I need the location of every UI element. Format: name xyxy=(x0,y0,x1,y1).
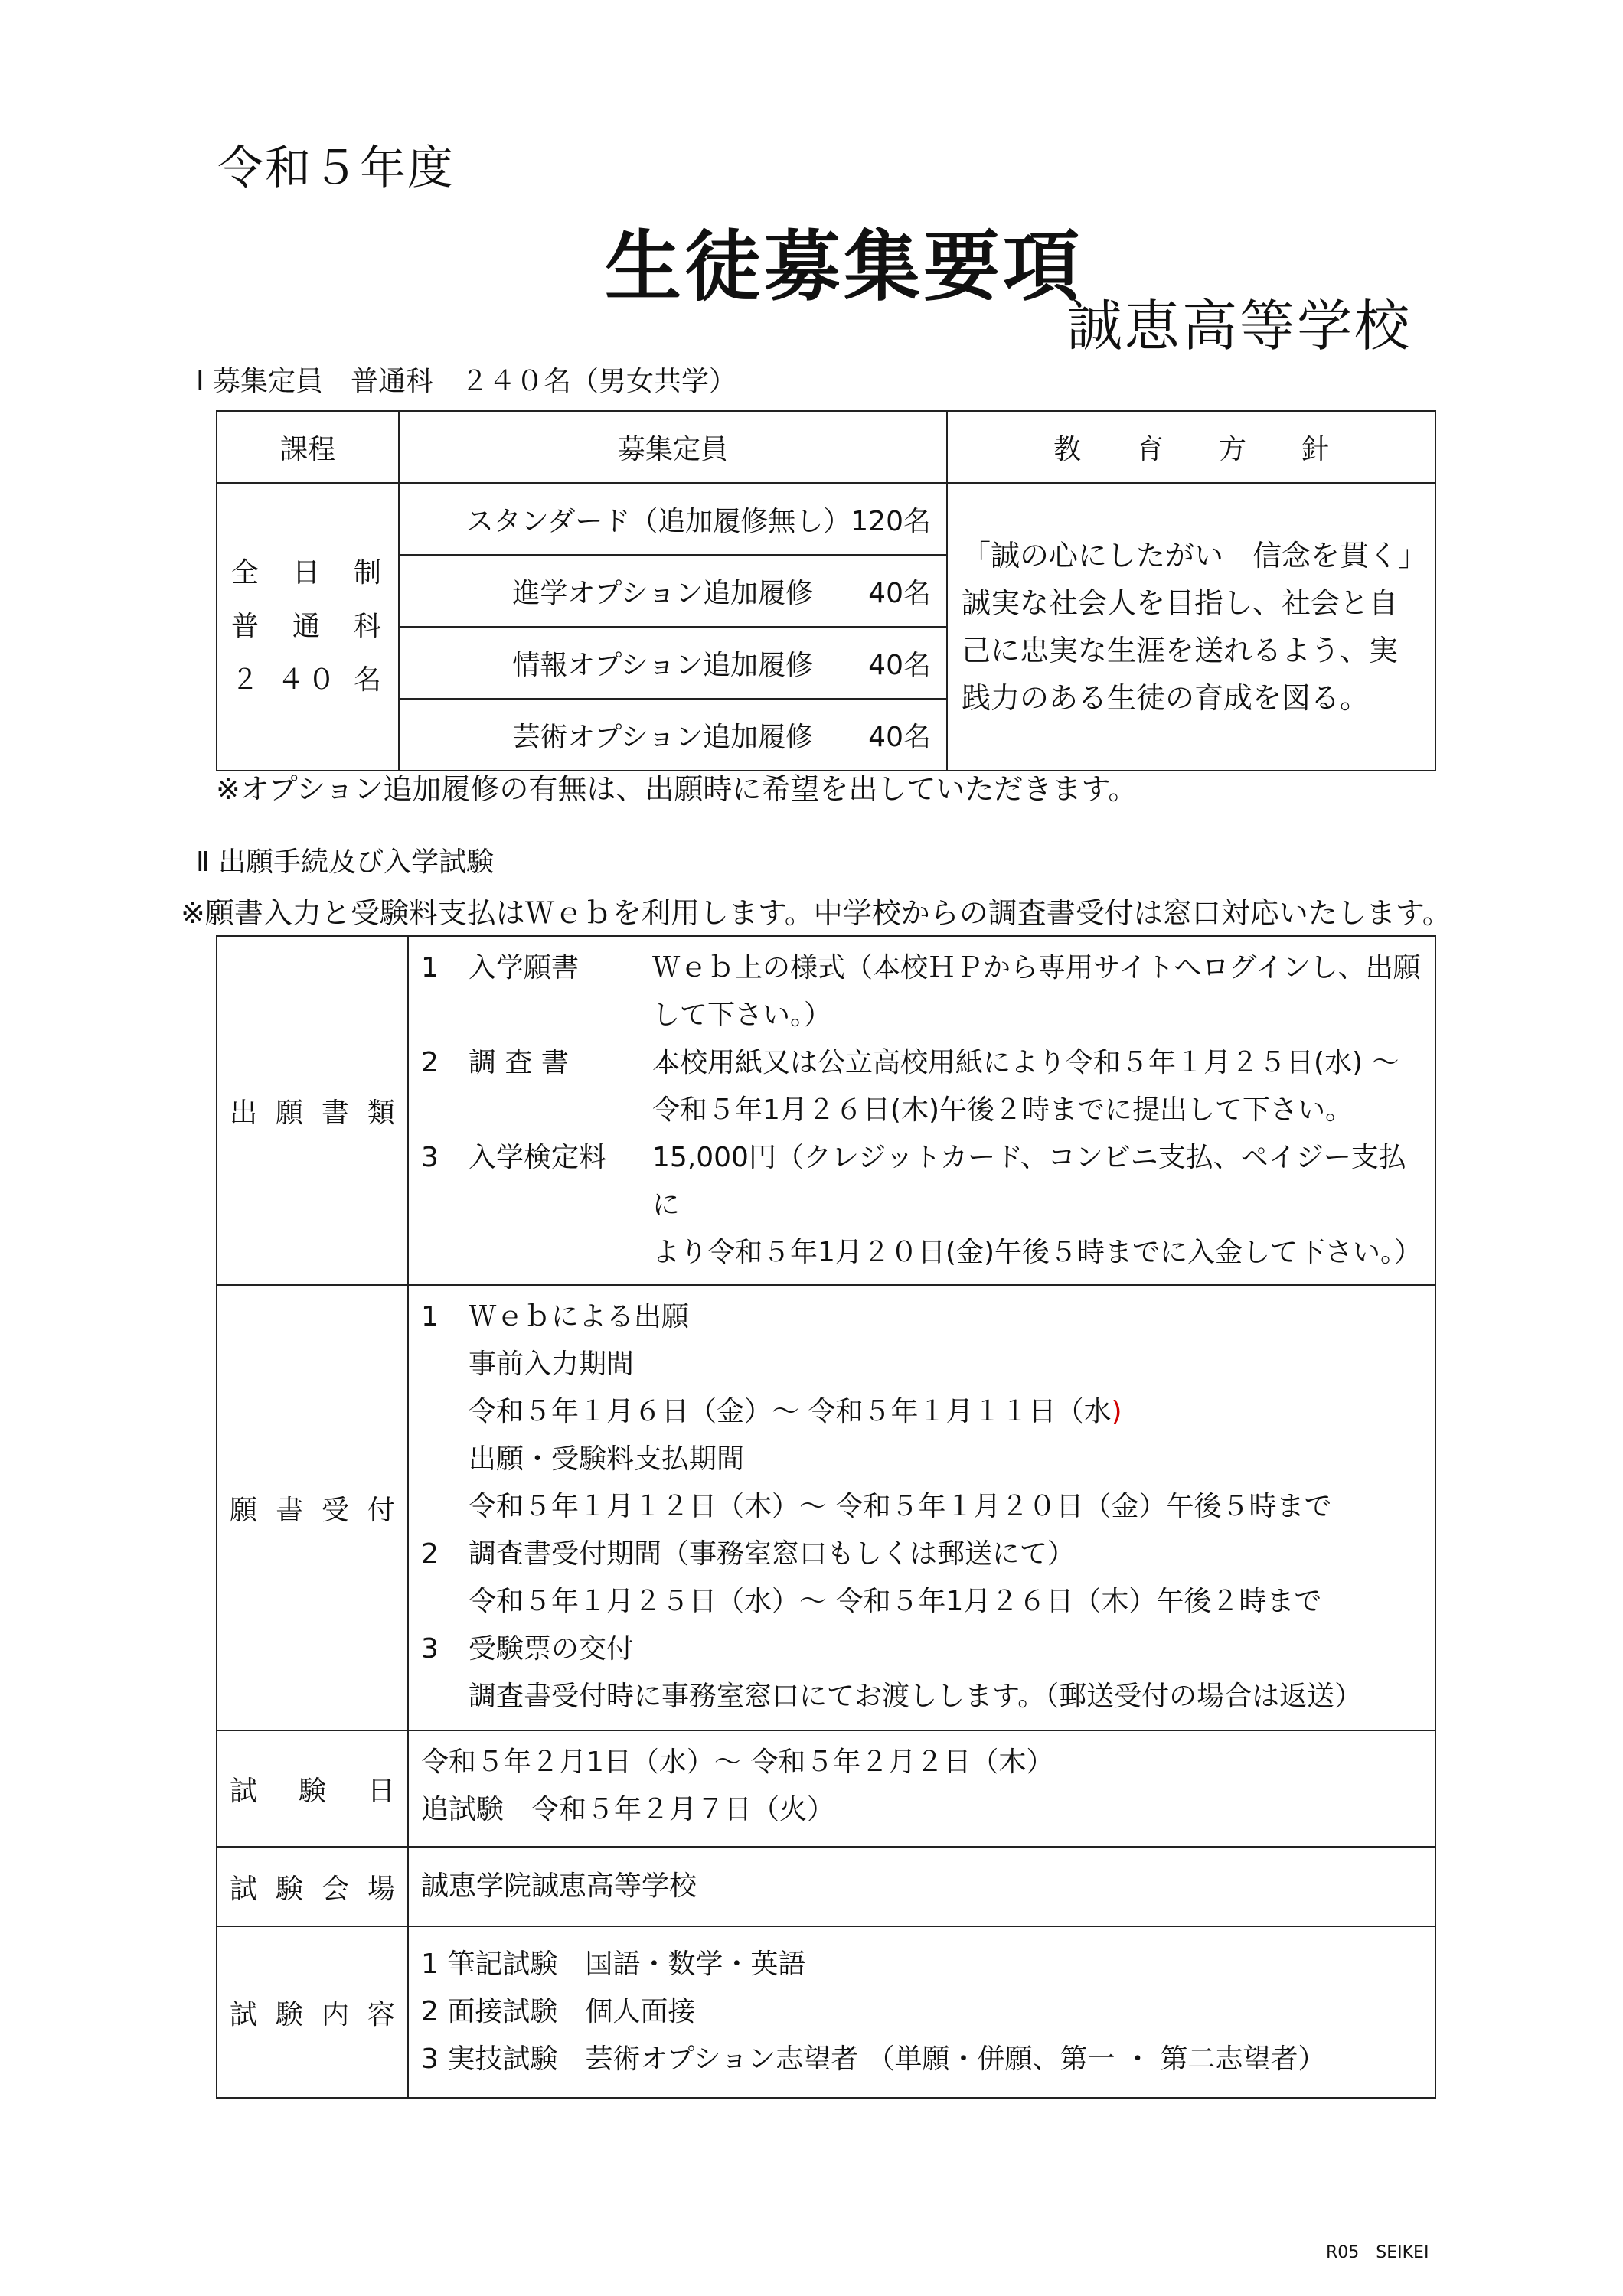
year-label: 令和５年度 xyxy=(217,142,455,195)
course-cell: 全 日 制 普 通 科 ２ ４０ 名 xyxy=(217,483,399,771)
section2-heading: Ⅱ 出願手続及び入学試験 xyxy=(196,846,495,878)
option-advanced: 進学オプション追加履修 40名 xyxy=(399,555,947,627)
header-policy: 教 育 方 針 xyxy=(947,411,1435,483)
capacity-table xyxy=(216,410,1442,771)
exam-content: 1 筆記試験 国語・数学・英語 2 面接試験 個人面接 3 実技試験 芸術オプション志望者 （単願・併願、第一 ・ 第二志望者） xyxy=(408,1926,1435,2098)
option-art: 芸術オプション追加履修 40名 xyxy=(399,699,947,771)
option-info: 情報オプション追加履修 40名 xyxy=(399,627,947,699)
web-note: ※願書入力と受験料支払はＷｅｂを利用します。中学校からの調査書受付は窓口対応いたします。 xyxy=(181,896,1452,930)
venue-content: 誠恵学院誠恵高等学校 xyxy=(408,1847,1435,1926)
header-capacity: 募集定員 xyxy=(399,411,947,483)
label-exam-date: 試 験 日 xyxy=(217,1730,408,1847)
option-standard: スタンダード（追加履修無し）120名 xyxy=(399,483,947,555)
reception-content: 1 Ｗｅｂによる出願 事前入力期間 令和５年１月６日（金）～ 令和５年１月１１日（水) 出願・受験料支払期間 令和５年１月１２日（木）～ 令和５年１月２０日（金）午後５時まで 2 調査書受付期間（事務室窓口もしくは郵送にて） 令和５年１月２５日（水）～ 令和５年1月２６日（木）午後２時まで 3 受験票の交付 調査書受付時に事務室窓口にてお渡しします。（郵送受付の場合は返送） xyxy=(408,1285,1435,1730)
application-table xyxy=(216,935,1436,2099)
documents-content: 1 入学願書 Ｗｅｂ上の様式（本校ＨＰから専用サイトへログインし、出願 して下さい。） 2 調 査 書 本校用紙又は公立高校用紙により令和５年１月２５日(水) ～ 令和５年1月２６日(木)午後２時までに提出して下さい。 3 入学検定料 15,000円（クレジットカード、コンビニ支払、ペイジー支払に より令和５年1月２０日(金)午後５時までに入金して下さい。） xyxy=(408,936,1435,1285)
option-note: ※オプション追加履修の有無は、出願時に希望を出していただきます。 xyxy=(216,772,1138,806)
label-reception: 願 書 受 付 xyxy=(217,1285,408,1730)
label-exam-content: 試 験 内 容 xyxy=(217,1926,408,2098)
label-venue: 試 験 会 場 xyxy=(217,1847,408,1926)
exam-date-content: 令和５年２月1日（水）～ 令和５年２月２日（木） 追試験 令和５年２月７日（火） xyxy=(408,1730,1435,1847)
school-name: 誠恵高等学校 xyxy=(1067,294,1412,358)
footer-code: R05 SEIKEI xyxy=(1326,2243,1429,2262)
page-title: 生徒募集要項 xyxy=(605,222,1083,311)
education-policy: 「誠の心にしたがい 信念を貫く」 誠実な社会人を目指し、社会と自己に忠実な生涯を送れるよう、実践力のある生徒の育成を図る。 xyxy=(947,483,1435,771)
section1-heading: Ⅰ 募集定員 普通科 ２４０名（男女共学） xyxy=(196,366,737,397)
header-course: 課程 xyxy=(217,411,399,483)
label-documents: 出 願 書 類 xyxy=(217,936,408,1285)
